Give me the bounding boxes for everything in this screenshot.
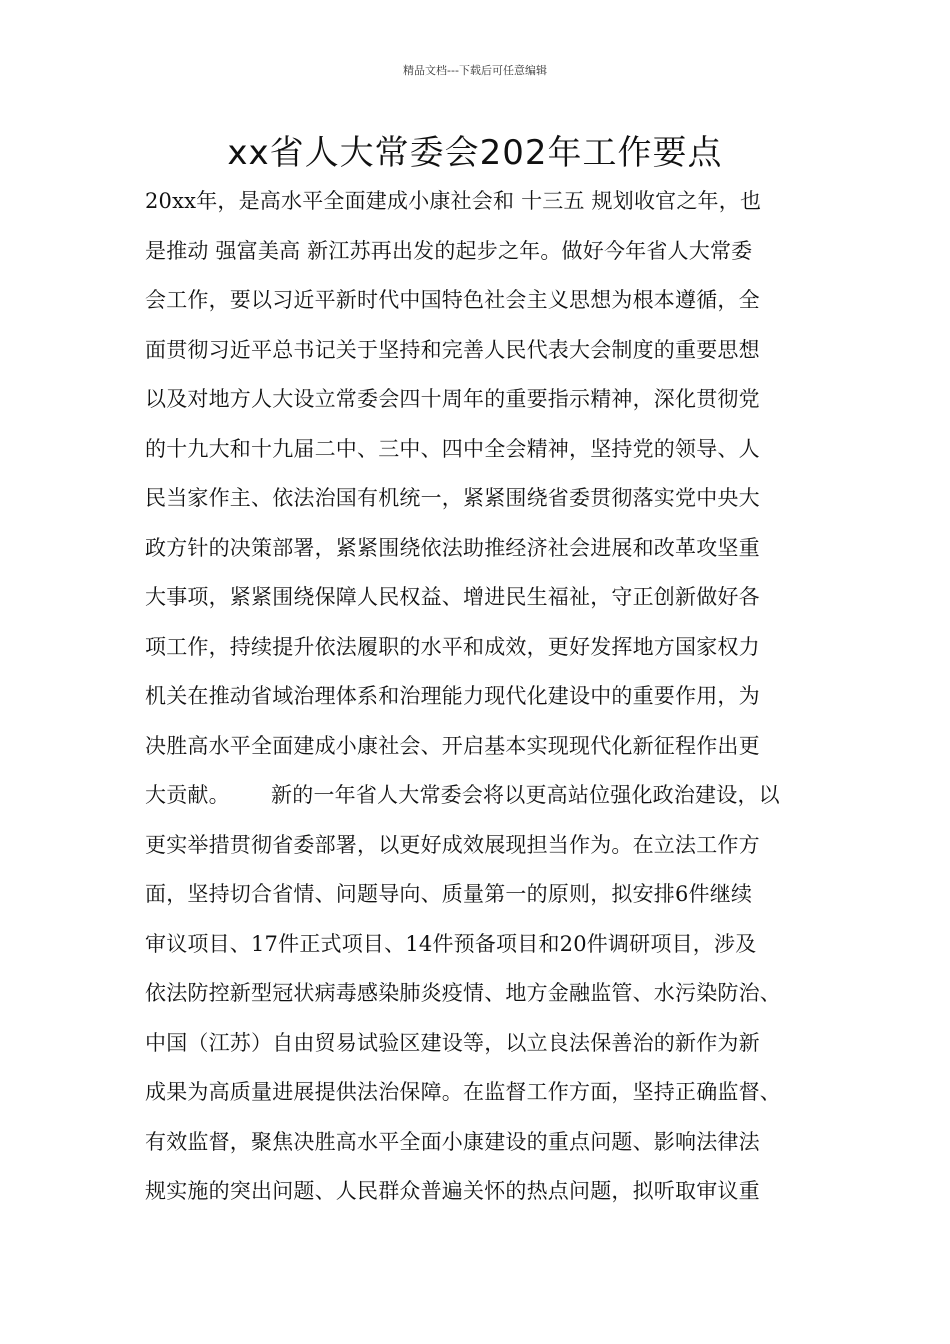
body-line: 规实施的突出问题、人民群众普遍关怀的热点问题，拟听取审议重	[145, 1179, 760, 1203]
document-body	[145, 183, 835, 1223]
body-line: 政方针的决策部署，紧紧围绕依法助推经济社会进展和改革攻坚重	[145, 535, 760, 560]
page-header-note: 精品文档---下载后可任意编辑	[403, 64, 547, 77]
body-line: 面，坚持切合省情、问题导向、质量第一的原则，拟安排6件继续	[145, 882, 753, 906]
body-line: 项工作，持续提升依法履职的水平和成效，更好发挥地方国家权力	[145, 634, 760, 659]
body-line: 民当家作主、依法治国有机统一，紧紧围绕省委贯彻落实党中央大	[145, 486, 760, 510]
body-line: 大事项，紧紧围绕保障人民权益、增进民生福祉，守正创新做好各	[145, 585, 760, 609]
body-line: 决胜高水平全面建成小康社会、开启基本实现现代化新征程作出更	[145, 733, 760, 758]
body-line: 以及对地方人大设立常委会四十周年的重要指示精神，深化贯彻党	[145, 387, 760, 411]
body-line: 更实举措贯彻省委部署，以更好成效展现担当作为。在立法工作方	[145, 832, 760, 857]
body-line: 成果为高质量进展提供法治保障。在监督工作方面，坚持正确监督、	[145, 1080, 781, 1104]
body-line: 是推动 强富美高 新江苏再出发的起步之年。做好今年省人大常委	[145, 238, 753, 263]
document-title: xx省人大常委会202年工作要点	[227, 133, 723, 173]
body-line: 机关在推动省域治理体系和治理能力现代化建设中的重要作用，为	[145, 684, 760, 708]
body-line: 会工作，要以习近平新时代中国特色社会主义思想为根本遵循，全	[145, 288, 760, 312]
body-line: 20xx年，是高水平全面建成小康社会和 十三五 规划收官之年，也	[145, 189, 762, 213]
body-line: 审议项目、17件正式项目、14件预备项目和20件调研项目，涉及	[145, 931, 757, 956]
body-line: 依法防控新型冠状病毒感染肺炎疫情、地方金融监管、水污染防治、	[145, 981, 781, 1005]
body-line: 中国（江苏）自由贸易试验区建设等，以立良法保善治的新作为新	[145, 1030, 760, 1055]
body-line: 的十九大和十九届二中、三中、四中全会精神，坚持党的领导、人	[145, 436, 760, 461]
body-line: 大贡献。 新的一年省人大常委会将以更高站位强化政治建设，以	[145, 783, 780, 807]
body-line: 面贯彻习近平总书记关于坚持和完善人民代表大会制度的重要思想	[145, 337, 760, 362]
body-line: 有效监督，聚焦决胜高水平全面小康建设的重点问题、影响法律法	[145, 1129, 760, 1154]
